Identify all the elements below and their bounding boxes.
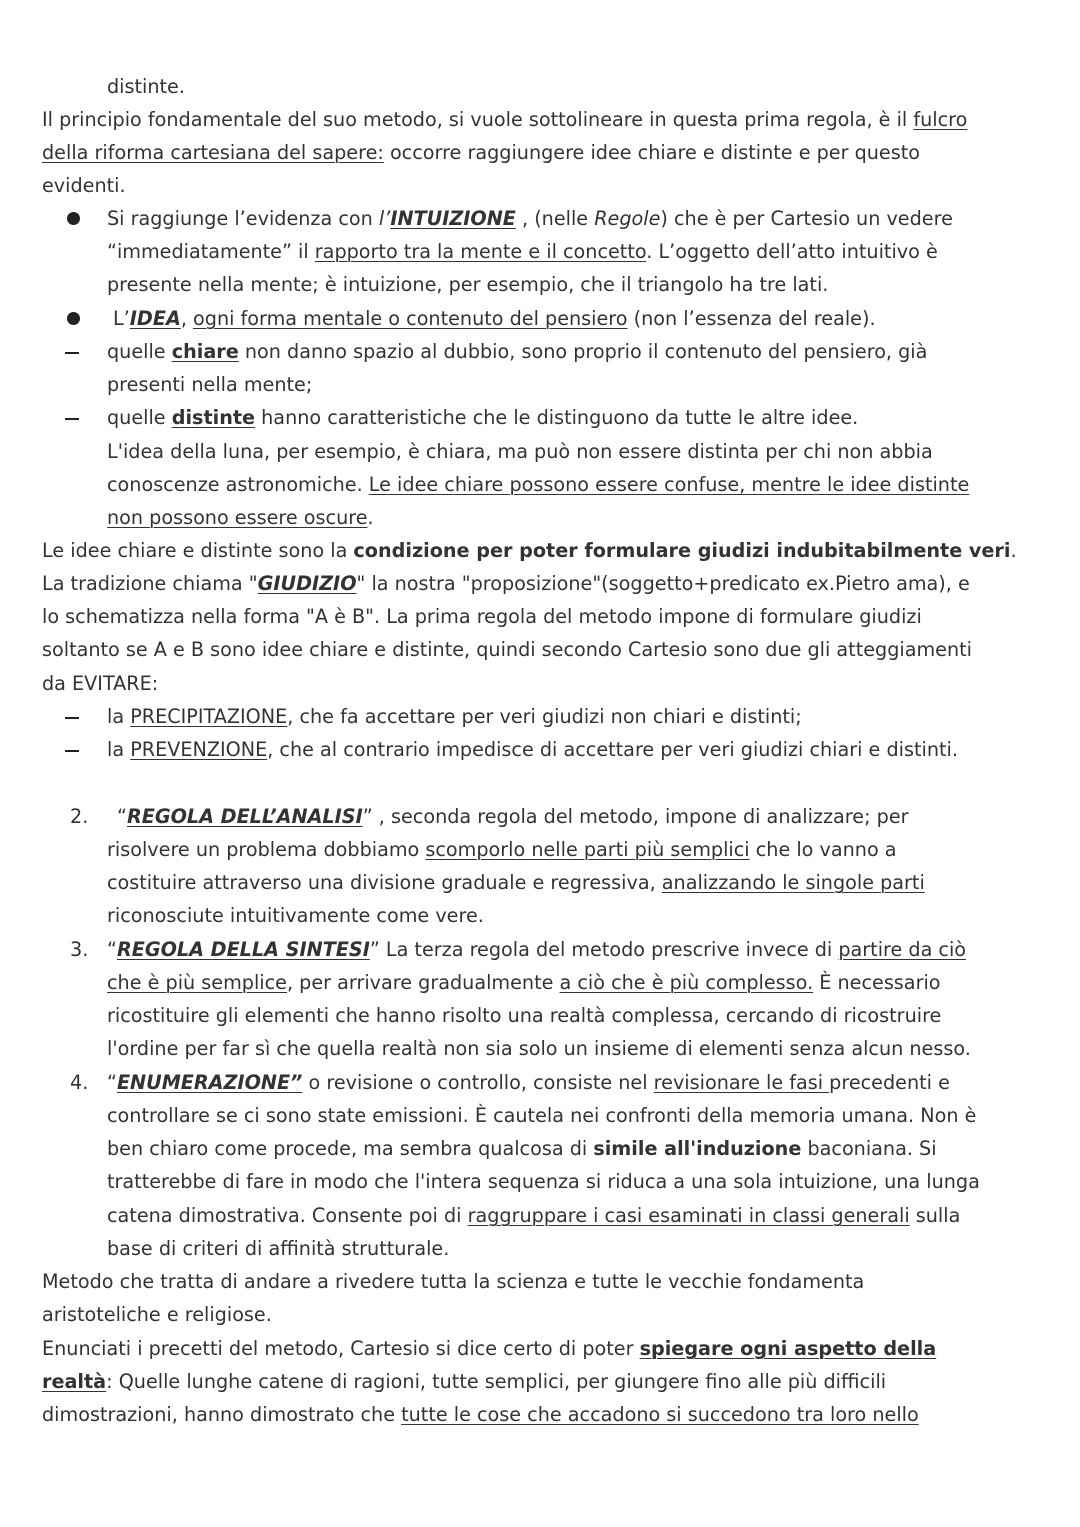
list-number: 3. bbox=[70, 938, 89, 961]
text-line: da EVITARE: bbox=[42, 672, 159, 695]
bullet-marker bbox=[67, 312, 80, 325]
dash-marker bbox=[65, 717, 79, 719]
keyword-enumerazione: ENUMERAZIONE” bbox=[116, 1071, 303, 1094]
underlined-phrase: che è più semplice bbox=[107, 971, 287, 994]
underlined-phrase: spiegare ogni aspetto della bbox=[639, 1337, 937, 1360]
text-line: lo schematizza nella forma "A è B". La prima regola del metodo impone di formulare giudizi bbox=[42, 605, 922, 628]
text-line: Si raggiunge l’evidenza con l’INTUIZIONE , (nelle Regole) che è per Cartesio un vedere bbox=[107, 207, 953, 230]
bullet-marker bbox=[67, 212, 80, 225]
text-line: Le idee chiare e distinte sono la condizione per poter formulare giudizi indubitabilmente veri. bbox=[42, 539, 1017, 562]
list-number: 4. bbox=[70, 1071, 89, 1094]
text-line: ricostituire gli elementi che hanno risolto una realtà complessa, cercando di ricostruire bbox=[107, 1004, 942, 1027]
text-line: L’IDEA, ogni forma mentale o contenuto del pensiero (non l’essenza del reale). bbox=[113, 307, 876, 330]
text-line: non possono essere oscure. bbox=[107, 506, 374, 529]
text-line: Il principio fondamentale del suo metodo, si vuole sottolineare in questa prima regola, è il fulcro bbox=[42, 108, 968, 131]
underlined-phrase: tutte le cose che accadono si succedono tra loro nello bbox=[401, 1403, 919, 1426]
underlined-phrase: ogni forma mentale o contenuto del pensiero bbox=[193, 307, 628, 330]
text-line: “immediatamente” il rapporto tra la mente e il concetto. L’oggetto dell’atto intuitivo è bbox=[107, 240, 938, 263]
text-line: presenti nella mente; bbox=[107, 373, 313, 396]
text-line: che è più semplice, per arrivare gradualmente a ciò che è più complesso. È necessario bbox=[107, 971, 941, 994]
text-line: conoscenze astronomiche. Le idee chiare possono essere confuse, mentre le idee distinte bbox=[107, 473, 970, 496]
dash-marker bbox=[65, 418, 79, 420]
underlined-phrase: partire da ciò bbox=[838, 938, 967, 961]
text-line: “ENUMERAZIONE” o revisione o controllo, consiste nel revisionare le fasi precedenti e bbox=[107, 1071, 950, 1094]
underlined-phrase: revisionare le fasi bbox=[653, 1071, 830, 1094]
text-line: La tradizione chiama "GIUDIZIO" la nostra "proposizione"(soggetto+predicato ex.Pietro ama), e bbox=[42, 572, 970, 595]
text-line: costituire attraverso una divisione graduale e regressiva, analizzando le singole parti bbox=[107, 871, 925, 894]
text-line: quelle chiare non danno spazio al dubbio, sono proprio il contenuto del pensiero, già bbox=[107, 340, 928, 363]
underlined-phrase: fulcro bbox=[913, 108, 968, 131]
underlined-phrase: Le idee chiare possono essere confuse, mentre le idee distinte bbox=[368, 473, 970, 496]
text-line: riconosciute intuitivamente come vere. bbox=[107, 904, 484, 927]
dash-marker bbox=[65, 352, 79, 354]
underlined-phrase: a ciò che è più complesso. bbox=[559, 971, 814, 994]
keyword-regola-analisi: REGOLA DELL’ANALISI bbox=[126, 805, 363, 828]
keyword-chiare: chiare bbox=[171, 340, 239, 363]
keyword-idea: IDEA bbox=[129, 307, 181, 330]
underlined-phrase: scomporlo nelle parti più semplici bbox=[425, 838, 750, 861]
text-line: dimostrazioni, hanno dimostrato che tutte le cose che accadono si succedono tra loro nello bbox=[42, 1403, 919, 1426]
underlined-phrase: raggruppare i casi esaminati in classi generali bbox=[467, 1204, 910, 1227]
text-line: distinte. bbox=[107, 75, 185, 98]
text-line: della riforma cartesiana del sapere: occorre raggiungere idee chiare e distinte e per questo bbox=[42, 141, 920, 164]
underlined-phrase: della riforma cartesiana del sapere: bbox=[42, 141, 384, 164]
text-line: catena dimostrativa. Consente poi di raggruppare i casi esaminati in classi generali sulla bbox=[107, 1204, 961, 1227]
text-line: L'idea della luna, per esempio, è chiara, ma può non essere distinta per chi non abbia bbox=[107, 440, 933, 463]
keyword-regola-sintesi: REGOLA DELLA SINTESI bbox=[116, 938, 370, 961]
text-line: ben chiaro come procede, ma sembra qualcosa di simile all'induzione baconiana. Si bbox=[107, 1137, 937, 1160]
text-line: quelle distinte hanno caratteristiche che le distinguono da tutte le altre idee. bbox=[107, 406, 859, 429]
text-line: “REGOLA DELL’ANALISI” , seconda regola del metodo, impone di analizzare; per bbox=[117, 805, 909, 828]
text-line: risolvere un problema dobbiamo scomporlo nelle parti più semplici che lo vanno a bbox=[107, 838, 897, 861]
text-line: l'ordine per far sì che quella realtà non sia solo un insieme di elementi senza alcun nesso. bbox=[107, 1037, 971, 1060]
text-line: realtà: Quelle lunghe catene di ragioni, tutte semplici, per giungere fino alle più difficili bbox=[42, 1370, 887, 1393]
underlined-phrase: analizzando le singole parti bbox=[661, 871, 925, 894]
dash-marker bbox=[65, 750, 79, 752]
keyword-intuizione: INTUIZIONE bbox=[390, 207, 516, 230]
text-line: aristoteliche e religiose. bbox=[42, 1303, 272, 1326]
underlined-phrase: PRECIPITAZIONE bbox=[130, 705, 288, 728]
text-line: tratterebbe di fare in modo che l'intera sequenza si riduca a una sola intuizione, una lunga bbox=[107, 1170, 980, 1193]
text-line: Enunciati i precetti del metodo, Cartesio si dice certo di poter spiegare ogni aspetto della bbox=[42, 1337, 937, 1360]
text-line: evidenti. bbox=[42, 174, 126, 197]
underlined-phrase: PREVENZIONE bbox=[130, 738, 268, 761]
text-line: soltanto se A e B sono idee chiare e distinte, quindi secondo Cartesio sono due gli atteggiamenti bbox=[42, 638, 972, 661]
text-line: la PREVENZIONE, che al contrario impedisce di accettare per veri giudizi chiari e distinti. bbox=[107, 738, 958, 761]
text-line: controllare se ci sono state emissioni. È cautela nei confronti della memoria umana. Non è bbox=[107, 1104, 977, 1127]
text-line: base di criteri di affinità strutturale. bbox=[107, 1237, 450, 1260]
keyword-giudizio: GIUDIZIO bbox=[257, 572, 357, 595]
underlined-phrase: non possono essere oscure bbox=[107, 506, 368, 529]
text-line: la PRECIPITAZIONE, che fa accettare per veri giudizi non chiari e distinti; bbox=[107, 705, 802, 728]
text-line: presente nella mente; è intuizione, per esempio, che il triangolo ha tre lati. bbox=[107, 273, 829, 296]
underlined-phrase: realtà bbox=[42, 1370, 107, 1393]
keyword-distinte: distinte bbox=[171, 406, 256, 429]
underlined-phrase: rapporto tra la mente e il concetto bbox=[314, 240, 647, 263]
text-line: Metodo che tratta di andare a rivedere tutta la scienza e tutte le vecchie fondamenta bbox=[42, 1270, 865, 1293]
list-number: 2. bbox=[70, 805, 89, 828]
text-line: “REGOLA DELLA SINTESI” La terza regola del metodo prescrive invece di partire da ciò bbox=[107, 938, 967, 961]
